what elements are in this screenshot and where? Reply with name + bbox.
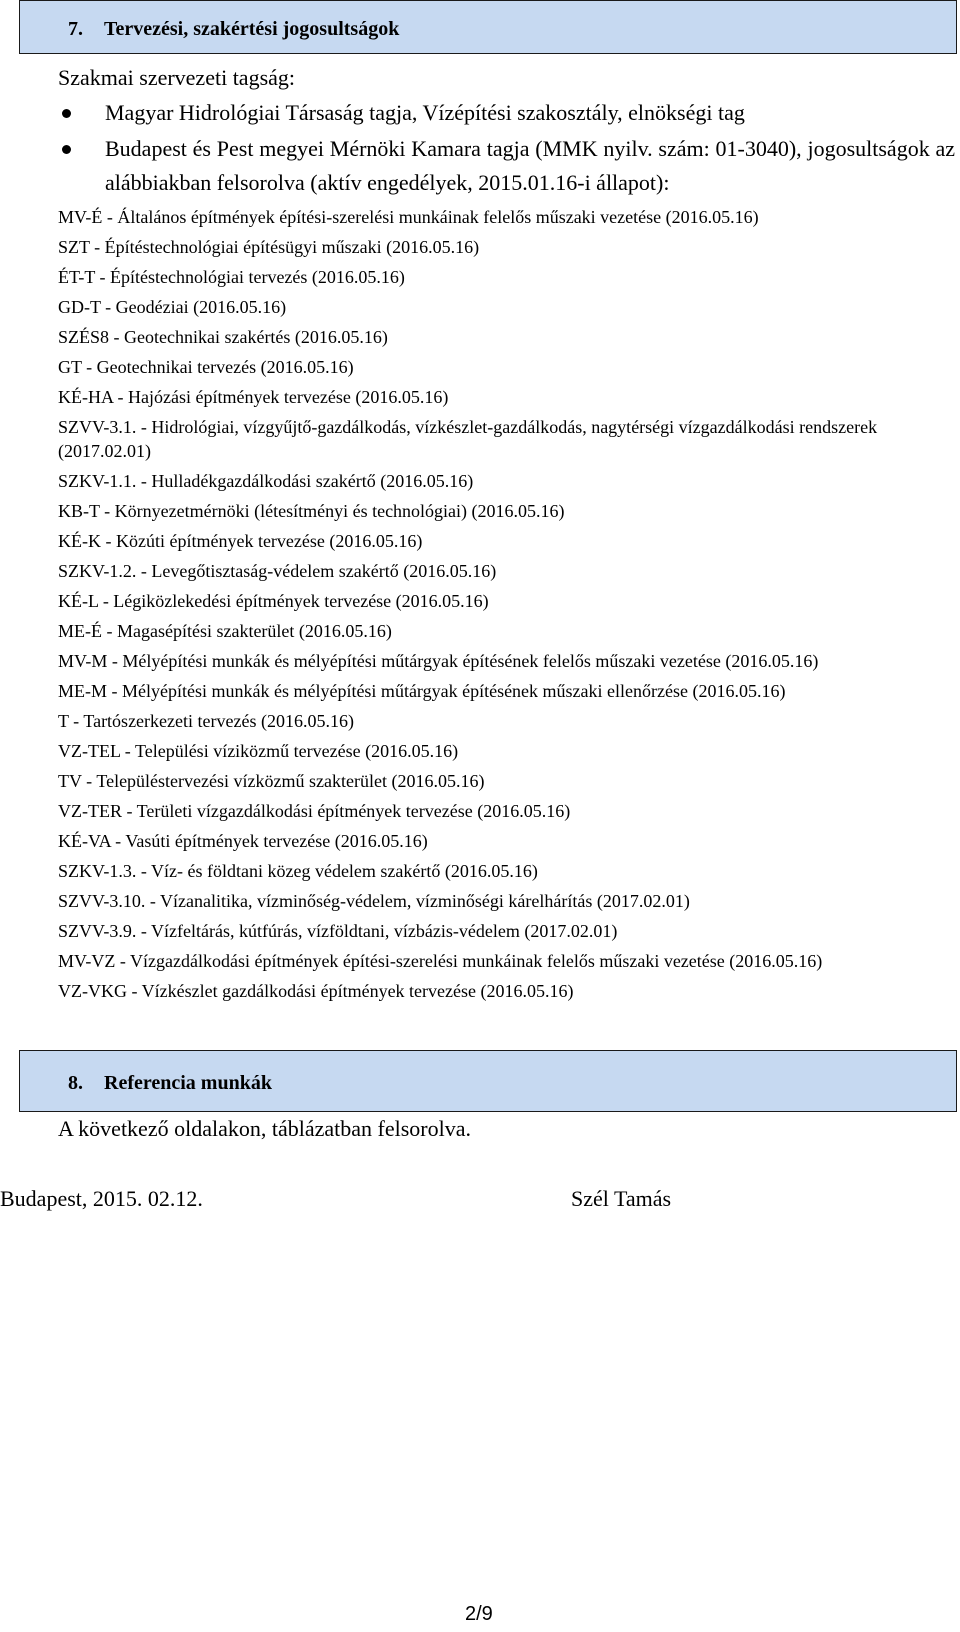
permission-item: SZÉS8 - Geotechnikai szakértés (2016.05.16)	[58, 327, 388, 347]
section-7-header	[19, 0, 957, 54]
permission-item: TV - Településtervezési vízközmű szakterület (2016.05.16)	[58, 771, 485, 791]
page-number: 2/9	[465, 1603, 493, 1625]
permission-item: KÉ-VA - Vasúti építmények tervezése (2016.05.16)	[58, 831, 428, 851]
permission-item: KB-T - Környezetmérnöki (létesítményi és technológiai) (2016.05.16)	[58, 501, 565, 521]
permission-item: ME-M - Mélyépítési munkák és mélyépítési műtárgyak építésének műszaki ellenőrzése (2016.05.16)	[58, 681, 786, 701]
permission-item: VZ-TER - Területi vízgazdálkodási építmények tervezése (2016.05.16)	[58, 801, 571, 821]
section-8-header	[19, 1050, 957, 1112]
permission-item: VZ-VKG - Vízkészlet gazdálkodási építmények tervezése (2016.05.16)	[58, 981, 574, 1001]
bullet-dot-icon	[62, 145, 71, 154]
permission-item: VZ-TEL - Települési víziközmű tervezése (2016.05.16)	[58, 741, 459, 761]
permission-item: SZKV-1.3. - Víz- és földtani közeg védelem szakértő (2016.05.16)	[58, 861, 538, 881]
permission-item: SZVV-3.1. - Hidrológiai, vízgyűjtő-gazdálkodás, vízkészlet-gazdálkodás, nagytérségi vízgazdálkodási rendszerek (2017.02.01)	[58, 417, 878, 461]
permissions-list	[58, 205, 958, 1009]
permission-item: MV-É - Általános építmények építési-szerelési munkáinak felelős műszaki vezetése (2016.05.16)	[58, 207, 759, 227]
membership-bullet-text: Budapest és Pest megyei Mérnöki Kamara tagja (MMK nyilv. szám: 01-3040), jogosultságok az alábbiakban felsorolva (aktív engedélyek, 2015.01.16-i állapot):	[105, 136, 955, 195]
permission-item: MV-M - Mélyépítési munkák és mélyépítési műtárgyak építésének felelős műszaki vezetése (2016.05.16)	[58, 651, 819, 671]
permission-item: SZVV-3.9. - Vízfeltárás, kútfúrás, vízföldtani, vízbázis-védelem (2017.02.01)	[58, 921, 618, 941]
signature-name: Szél Tamás	[571, 1186, 672, 1211]
permission-item: ME-É - Magasépítési szakterület (2016.05.16)	[58, 621, 392, 641]
permission-item: KÉ-K - Közúti építmények tervezése (2016.05.16)	[58, 531, 423, 551]
permission-item: SZKV-1.2. - Levegőtisztaság-védelem szakértő (2016.05.16)	[58, 561, 497, 581]
section-8-title: Referencia munkák	[104, 1072, 272, 1094]
permission-item: SZVV-3.10. - Vízanalitika, vízminőség-védelem, vízminőségi kárelhárítás (2017.02.01)	[58, 891, 690, 911]
membership-bullet-text: Magyar Hidrológiai Társaság tagja, Vízépítési szakosztály, elnökségi tag	[105, 100, 745, 125]
membership-intro: Szakmai szervezeti tagság:	[58, 65, 296, 90]
permission-item: KÉ-HA - Hajózási építmények tervezése (2016.05.16)	[58, 387, 449, 407]
section-8-number: 8.	[68, 1072, 83, 1094]
permission-item: T - Tartószerkezeti tervezés (2016.05.16)	[58, 711, 354, 731]
bullet-dot-icon	[62, 109, 71, 118]
permission-item: MV-VZ - Vízgazdálkodási építmények építési-szerelési munkáinak felelős műszaki vezetése (2016.05.16)	[58, 951, 823, 971]
permission-item: SZT - Építéstechnológiai építésügyi műszaki (2016.05.16)	[58, 237, 480, 257]
permission-item: SZKV-1.1. - Hulladékgazdálkodási szakértő (2016.05.16)	[58, 471, 474, 491]
permission-item: KÉ-L - Légiközlekedési építmények tervezése (2016.05.16)	[58, 591, 489, 611]
permission-item: GD-T - Geodéziai (2016.05.16)	[58, 297, 287, 317]
signature-place-date: Budapest, 2015. 02.12.	[0, 1186, 203, 1211]
section-7-title: Tervezési, szakértési jogosultságok	[104, 18, 400, 40]
section-7-number: 7.	[68, 18, 83, 40]
permission-item: GT - Geotechnikai tervezés (2016.05.16)	[58, 357, 354, 377]
permission-item: ÉT-T - Építéstechnológiai tervezés (2016.05.16)	[58, 267, 405, 287]
reference-text: A következő oldalakon, táblázatban felsorolva.	[58, 1116, 471, 1141]
